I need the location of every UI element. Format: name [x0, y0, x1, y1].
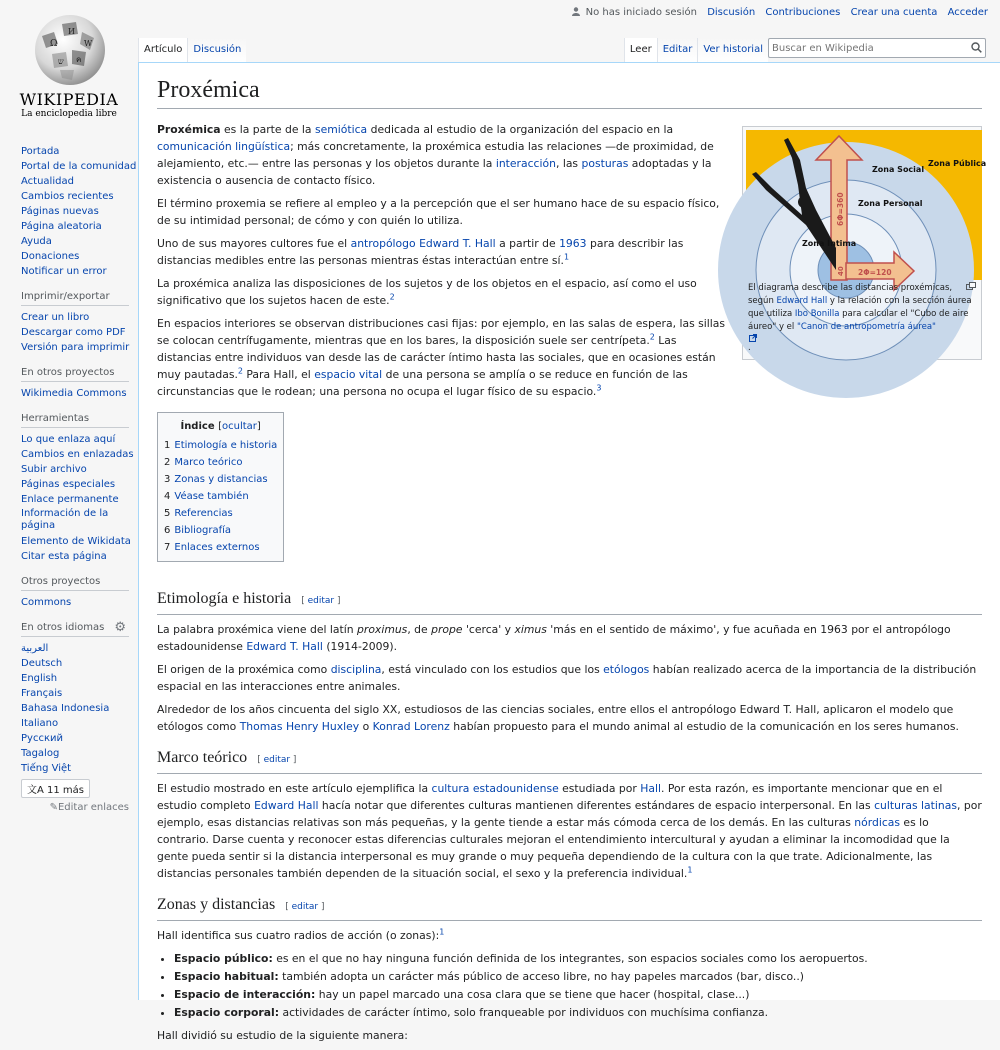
sidebar-item-pdf[interactable]: Descargar como PDF — [21, 327, 126, 338]
edit-links[interactable] — [21, 802, 129, 813]
sidebar-item-portal[interactable]: Portal de la comunidad — [21, 161, 137, 172]
caption-link-canon[interactable]: "Canon de antropometría áurea" — [796, 322, 936, 332]
section-edit-link[interactable]: editar — [263, 755, 291, 765]
paragraph — [157, 780, 982, 882]
sidebar-item-cite[interactable]: Citar esta página — [21, 551, 107, 562]
logo-wordmark: WIKIPEDIA — [19, 90, 119, 109]
zone-personal-label: Zona Personal — [858, 199, 923, 208]
svg-text:Ω: Ω — [50, 39, 58, 49]
bold-term: Espacio habitual: — [174, 970, 279, 983]
text-run: Para Hall, el — [242, 368, 315, 381]
link-cultura-estadounidense[interactable]: cultura estadounidense — [431, 782, 559, 795]
sidebar-projects — [21, 367, 129, 401]
lang-item[interactable]: Русский — [21, 733, 63, 744]
external-link-icon — [749, 334, 757, 342]
svg-text:ש: ש — [58, 57, 64, 66]
namespace-tabs — [138, 38, 246, 62]
text-run: 'cerca' y — [462, 623, 515, 636]
toc-link[interactable]: Véase también — [174, 491, 249, 502]
caption-text: . — [748, 343, 751, 353]
sidebar-item-aleatoria[interactable]: Página aleatoria — [21, 221, 102, 232]
section-edit: [ editar ] — [301, 596, 341, 606]
tools-heading: Herramientas — [21, 413, 129, 428]
paragraph — [157, 621, 982, 655]
list-item — [174, 1004, 982, 1021]
text-run: . Por esta razón, es importante mencionar que en el estudio completo — [157, 782, 943, 812]
paragraph — [157, 927, 982, 944]
section-edit-link[interactable]: editar — [291, 902, 319, 912]
thumbnail-figure — [742, 126, 987, 360]
more-languages-label: 11 más — [47, 785, 85, 796]
paragraph: Hall dividió su estudio de la siguiente manera: — [157, 1029, 408, 1042]
text-run: (1914-2009). — [322, 640, 398, 653]
link-edward-hall[interactable]: Edward T. Hall — [246, 640, 323, 653]
reference-link[interactable]: 1 — [439, 927, 445, 937]
lead-paragraph — [157, 275, 727, 309]
other-projects-heading: Otros proyectos — [21, 576, 129, 591]
page-title: Proxémica — [157, 75, 982, 109]
link-posturas[interactable]: posturas — [581, 157, 629, 170]
text-run: estudiada por — [558, 782, 641, 795]
tab-read[interactable]: Leer — [624, 38, 657, 63]
caption-text: El diagrama describe las distancias proxémicas, según — [748, 283, 953, 306]
caption-link-bonilla[interactable]: Ibo Bonilla — [794, 309, 840, 319]
sidebar-item-cambios[interactable]: Cambios recientes — [21, 191, 114, 202]
text-run: hacía notar que diferentes culturas mantienen diferentes estándares de espacio interpersonal. En las — [318, 799, 875, 812]
caption-text: y la relación con la sección áurea que utiliza — [748, 296, 972, 319]
sidebar-item-upload[interactable]: Subir archivo — [21, 464, 87, 475]
toc-toggle-link[interactable]: ocultar — [222, 421, 257, 432]
text-run: El estudio mostrado en este artículo ejemplifica la — [157, 782, 432, 795]
print-heading: Imprimir/exportar — [21, 291, 129, 306]
link-disciplina[interactable]: disciplina — [330, 663, 382, 676]
dimension-360-label: 6Φ=360 — [836, 192, 845, 226]
user-icon — [572, 7, 580, 16]
sidebar-item-error[interactable]: Notificar un error — [21, 266, 107, 277]
bold-term: Espacio corporal: — [174, 1006, 280, 1019]
create-account-link[interactable]: Crear una cuenta — [850, 7, 938, 18]
link-lorenz[interactable]: Konrad Lorenz — [372, 720, 450, 733]
lead-paragraph: El término proxemia se refiere al empleo y a la percepción que el ser humano hace de su espacio físico, de su intimidad personal; de cómo y con quién lo utiliza. — [157, 197, 720, 227]
lang-item[interactable]: Italiano — [21, 718, 59, 729]
toc-number: 3 — [164, 474, 171, 485]
toc-item[interactable] — [164, 522, 277, 539]
proxemics-diagram[interactable] — [746, 130, 987, 280]
toc-item[interactable] — [164, 471, 277, 488]
text-run: a partir de — [495, 237, 560, 250]
caption-text: para calcular el "Cubo de aire áureo" y el — [748, 309, 969, 332]
reference-link[interactable]: 1 — [687, 865, 693, 875]
sidebar-item-portada[interactable]: Portada — [21, 146, 60, 157]
section-heading-marco — [157, 747, 982, 774]
text-run: de una persona se amplía o se reduce en función de las circunstancias que le rodean; una persona no ocupa el lugar físico de su espacio. — [157, 368, 688, 398]
text-run: es la parte de la — [220, 123, 315, 136]
section-edit: [ editar ] — [257, 755, 297, 765]
text-run: En espacios interiores se observan distribuciones casi fijas: por ejemplo, en las salas de espera, las sillas se colocan centrífugamente, mientras que en los bares, la disposición suele ser centrípeta. — [157, 317, 726, 347]
toc-number: 1 — [164, 440, 171, 451]
text-run: habían propuesto para el mundo animal al estudio de la comunicación en los seres humanos. — [449, 720, 959, 733]
text-run: es en el que no hay ninguna función definida de los integrantes, son espacios sociales como los aeropuertos. — [272, 952, 868, 965]
sidebar-other-projects — [21, 576, 129, 610]
toc-item[interactable] — [164, 454, 277, 471]
reference-link[interactable]: 3 — [596, 383, 602, 393]
text-run: dedicada al estudio de la organización del espacio en la — [367, 123, 674, 136]
sidebar-item-wikimedia-commons[interactable]: Wikimedia Commons — [21, 388, 127, 399]
link-edward-hall[interactable]: Edward T. Hall — [419, 237, 496, 250]
paragraph — [157, 701, 982, 735]
sidebar-item-donaciones[interactable]: Donaciones — [21, 251, 80, 262]
list-item — [174, 986, 982, 1003]
section-heading-etimologia — [157, 588, 982, 615]
toc-item[interactable] — [164, 437, 277, 454]
bold-term: Espacio público: — [174, 952, 273, 965]
gear-icon[interactable]: ⚙ — [114, 620, 126, 635]
text-run: actividades de carácter íntimo, solo franqueable por individuos con muchísima confianza. — [279, 1006, 769, 1019]
sidebar-item-related-changes[interactable]: Cambios en enlazadas — [21, 449, 134, 460]
toc-number: 6 — [164, 525, 171, 536]
text-run: Las distancias entre individuos van desde las de carácter íntimo hasta las sociales, que en ocasiones están muy pautadas. — [157, 334, 716, 381]
italic-term: prope — [431, 623, 463, 636]
link-espacio-vital[interactable]: espacio vital — [314, 368, 383, 381]
wikipedia-logo[interactable] — [0, 0, 138, 130]
talk-link[interactable]: Discusión — [707, 7, 756, 18]
lead-paragraph — [157, 121, 727, 189]
toc-number: 7 — [164, 542, 171, 553]
link-semiotica[interactable]: semiótica — [314, 123, 368, 136]
lead-paragraph — [157, 315, 727, 400]
lead-paragraph — [157, 235, 727, 269]
zone-social-label: Zona Social — [872, 165, 925, 174]
text-run: , de — [407, 623, 432, 636]
lang-item[interactable]: English — [21, 673, 58, 684]
list-item — [174, 950, 982, 967]
paragraph — [157, 661, 982, 695]
toc-number: 5 — [164, 508, 171, 519]
sidebar-item-commons[interactable]: Commons — [21, 597, 72, 608]
logo-tagline: La enciclopedia libre — [21, 109, 117, 119]
link-interaccion[interactable]: interacción — [495, 157, 556, 170]
section-heading-zonas — [157, 894, 982, 921]
toc-link[interactable]: Etimología e historia — [174, 440, 278, 451]
toc-item[interactable] — [164, 539, 277, 556]
link-antropologo[interactable]: antropólogo — [350, 237, 416, 250]
toc-item[interactable] — [164, 505, 277, 522]
tab-history[interactable]: Ver historial — [697, 38, 768, 62]
sidebar-tools — [21, 413, 134, 564]
sidebar-item-whatlinkshere[interactable]: Lo que enlaza aquí — [21, 434, 116, 445]
zone-intima-label: Zona Íntima — [802, 239, 857, 248]
toc-number: 2 — [164, 457, 171, 468]
dimension-120-label: 2Φ=120 — [858, 268, 892, 277]
sidebar-item-ayuda[interactable]: Ayuda — [21, 236, 52, 247]
text-run: Hall identifica sus cuatro radios de acción (o zonas): — [157, 929, 440, 942]
caption-link-hall[interactable]: Edward Hall — [776, 296, 828, 306]
lang-item[interactable]: Tagalog — [21, 748, 60, 759]
link-etologos[interactable]: etólogos — [603, 663, 650, 676]
languages-heading — [21, 622, 129, 637]
lang-item[interactable]: Bahasa Indonesia — [21, 703, 110, 714]
text-run: , las — [555, 157, 582, 170]
lang-item[interactable]: Tiếng Việt — [21, 763, 72, 774]
text-run: La proxémica analiza las disposiciones de los sujetos y de los objetos en el espacio, así como el uso significativo que los sujetos hacen de este. — [157, 277, 697, 307]
toc-toggle: [ocultar] — [218, 421, 261, 432]
search-box — [768, 38, 986, 58]
text-run: , por ejemplo, esas distancias relativas son más pequeñas, y la gente tiende a estar más cómoda cerca de los demás. En las culturas — [157, 799, 982, 829]
text-run: para describir las distancias medibles entre las personas mientras éstas interactúan entre sí. — [157, 237, 684, 267]
edit-links-label: Editar enlaces — [57, 802, 129, 813]
sidebar-item-wikidata[interactable]: Elemento de Wikidata — [21, 536, 131, 547]
section-edit-link[interactable]: editar — [307, 596, 335, 606]
link-nordicas[interactable]: nórdicas — [854, 816, 900, 829]
search-icon[interactable] — [971, 42, 982, 53]
sidebar-item-printable[interactable]: Versión para imprimir — [21, 342, 130, 353]
text-run: , está vinculado con los estudios que los — [381, 663, 604, 676]
thumbnail-caption — [746, 280, 978, 356]
enlarge-icon[interactable] — [966, 282, 976, 290]
text-run: El origen de la proxémica como — [157, 663, 331, 676]
table-of-contents — [157, 412, 284, 562]
section-edit: [ editar ] — [285, 902, 325, 912]
globe-icon — [32, 12, 108, 88]
login-link[interactable]: Acceder — [947, 7, 988, 18]
sidebar-languages — [21, 622, 129, 813]
list-item — [174, 968, 982, 985]
sidebar-item-pageinfo[interactable]: Información de la página — [21, 508, 109, 531]
reference-link[interactable]: 1 — [563, 252, 570, 262]
zones-list — [157, 950, 982, 1021]
toc-link[interactable]: Bibliografía — [174, 525, 232, 536]
reference-link[interactable]: 2 — [237, 366, 243, 376]
text-run: La palabra proxémica viene del latín — [157, 623, 358, 636]
reference-link[interactable]: 2 — [649, 332, 655, 342]
text-run: hay un papel marcado una cosa clara que se tiene que hacer (hospital, clase...) — [315, 988, 750, 1001]
dimension-40-label: 40 — [837, 266, 845, 276]
toc-title — [164, 418, 277, 435]
sidebar-item-permalink[interactable]: Enlace permanente — [21, 494, 119, 505]
reference-link[interactable]: 2 — [389, 292, 395, 302]
link-huxley[interactable]: Thomas Henry Huxley — [239, 720, 360, 733]
toc-number: 4 — [164, 491, 171, 502]
bold-term: Espacio de interacción: — [174, 988, 316, 1001]
section-heading-text: Zonas y distancias — [157, 896, 276, 913]
svg-text:W: W — [84, 39, 93, 48]
text-run: ; más concretamente, la proxémica estudia las relaciones —de proximidad, de alejamiento, etc.— entre las personas y los objetos durante la — [157, 140, 714, 170]
sidebar-item-special[interactable]: Páginas especiales — [21, 479, 116, 490]
text-run: adoptadas y la existencia o ausencia de contacto físico. — [157, 157, 712, 187]
toc-heading: Índice — [180, 421, 215, 432]
text-run: es lo contrario. Darse cuenta y reconocer estas diferencias culturales mejoran el entendimiento intercultural y ayudan a eliminar la incomodidad que la gente pueda sentir si la distancia interpersonal es muy grande o muy pequeña dependiendo de la cultura con la que trate. Adicionalmente, las distancias personales también dependen de la situación social, el sexo y la preferencia individual. — [157, 816, 950, 880]
sidebar-item-book[interactable]: Crear un libro — [21, 312, 90, 323]
tab-article[interactable]: Artículo — [138, 38, 187, 63]
link-comunicacion[interactable]: comunicación lingüística — [157, 140, 291, 153]
projects-heading: En otros proyectos — [21, 367, 129, 382]
italic-term: ximus — [514, 623, 547, 636]
tab-edit[interactable]: Editar — [657, 38, 698, 62]
lang-item[interactable]: Deutsch — [21, 658, 63, 669]
sidebar — [0, 140, 138, 825]
italic-term: proximus — [357, 623, 408, 636]
sidebar-print — [21, 291, 129, 355]
article-content — [138, 62, 1000, 1042]
not-logged-in-text: No has iniciado sesión — [585, 7, 697, 18]
sidebar-navigation — [21, 144, 137, 279]
text-run: habían realizado acerca de la importancia de la distribución espacial en las interacciones entre animales. — [157, 663, 977, 693]
more-languages-button[interactable] — [21, 779, 90, 798]
toc-link[interactable]: Marco teórico — [174, 457, 243, 468]
sidebar-item-nuevas[interactable]: Páginas nuevas — [21, 206, 99, 217]
lang-item[interactable]: Français — [21, 688, 63, 699]
search-input[interactable] — [772, 41, 962, 55]
svg-text:ค: ค — [76, 55, 82, 64]
languages-heading-label: En otros idiomas — [21, 622, 105, 633]
contributions-link[interactable]: Contribuciones — [765, 7, 841, 18]
link-1963[interactable]: 1963 — [559, 237, 587, 250]
section-heading-text: Etimología e historia — [157, 590, 292, 607]
link-edward-hall[interactable]: Edward Hall — [254, 799, 319, 812]
pencil-icon: ✎ — [49, 802, 58, 813]
text-run: o — [359, 720, 373, 733]
toc-link[interactable]: Enlaces externos — [174, 542, 260, 553]
view-tabs — [624, 38, 768, 62]
text-run: Alrededor de los años cincuenta del siglo XX, estudiosos de las ciencias sociales, entre ellos el antropólogo Edward T. Hall, aplicaron el modelo que etólogos como — [157, 703, 954, 733]
toc-link[interactable]: Zonas y distancias — [174, 474, 268, 485]
text-run: Uno de sus mayores cultores fue el — [157, 237, 351, 250]
toc-link[interactable]: Referencias — [174, 508, 233, 519]
translate-icon: 文A — [27, 785, 44, 796]
personal-tools — [572, 7, 988, 18]
toc-item[interactable] — [164, 488, 277, 505]
svg-text:И: И — [68, 27, 75, 36]
text-run: también adopta un carácter más público de acceso libre, no hay papeles marcados (bar, disco..) — [278, 970, 804, 983]
link-culturas-latinas[interactable]: culturas latinas — [874, 799, 957, 812]
zone-publica-label: Zona Pública — [928, 159, 987, 168]
tab-talk[interactable]: Discusión — [187, 38, 246, 62]
bold-term: Proxémica — [157, 123, 221, 136]
sidebar-item-actualidad[interactable]: Actualidad — [21, 176, 74, 187]
link-hall[interactable]: Hall — [640, 782, 661, 795]
section-heading-text: Marco teórico — [157, 749, 248, 766]
lang-item[interactable]: العربية — [21, 643, 49, 654]
text-run: 'más en el sentido de máximo', y fue acuñada en 1963 por el antropólogo estadounidense — [157, 623, 951, 653]
